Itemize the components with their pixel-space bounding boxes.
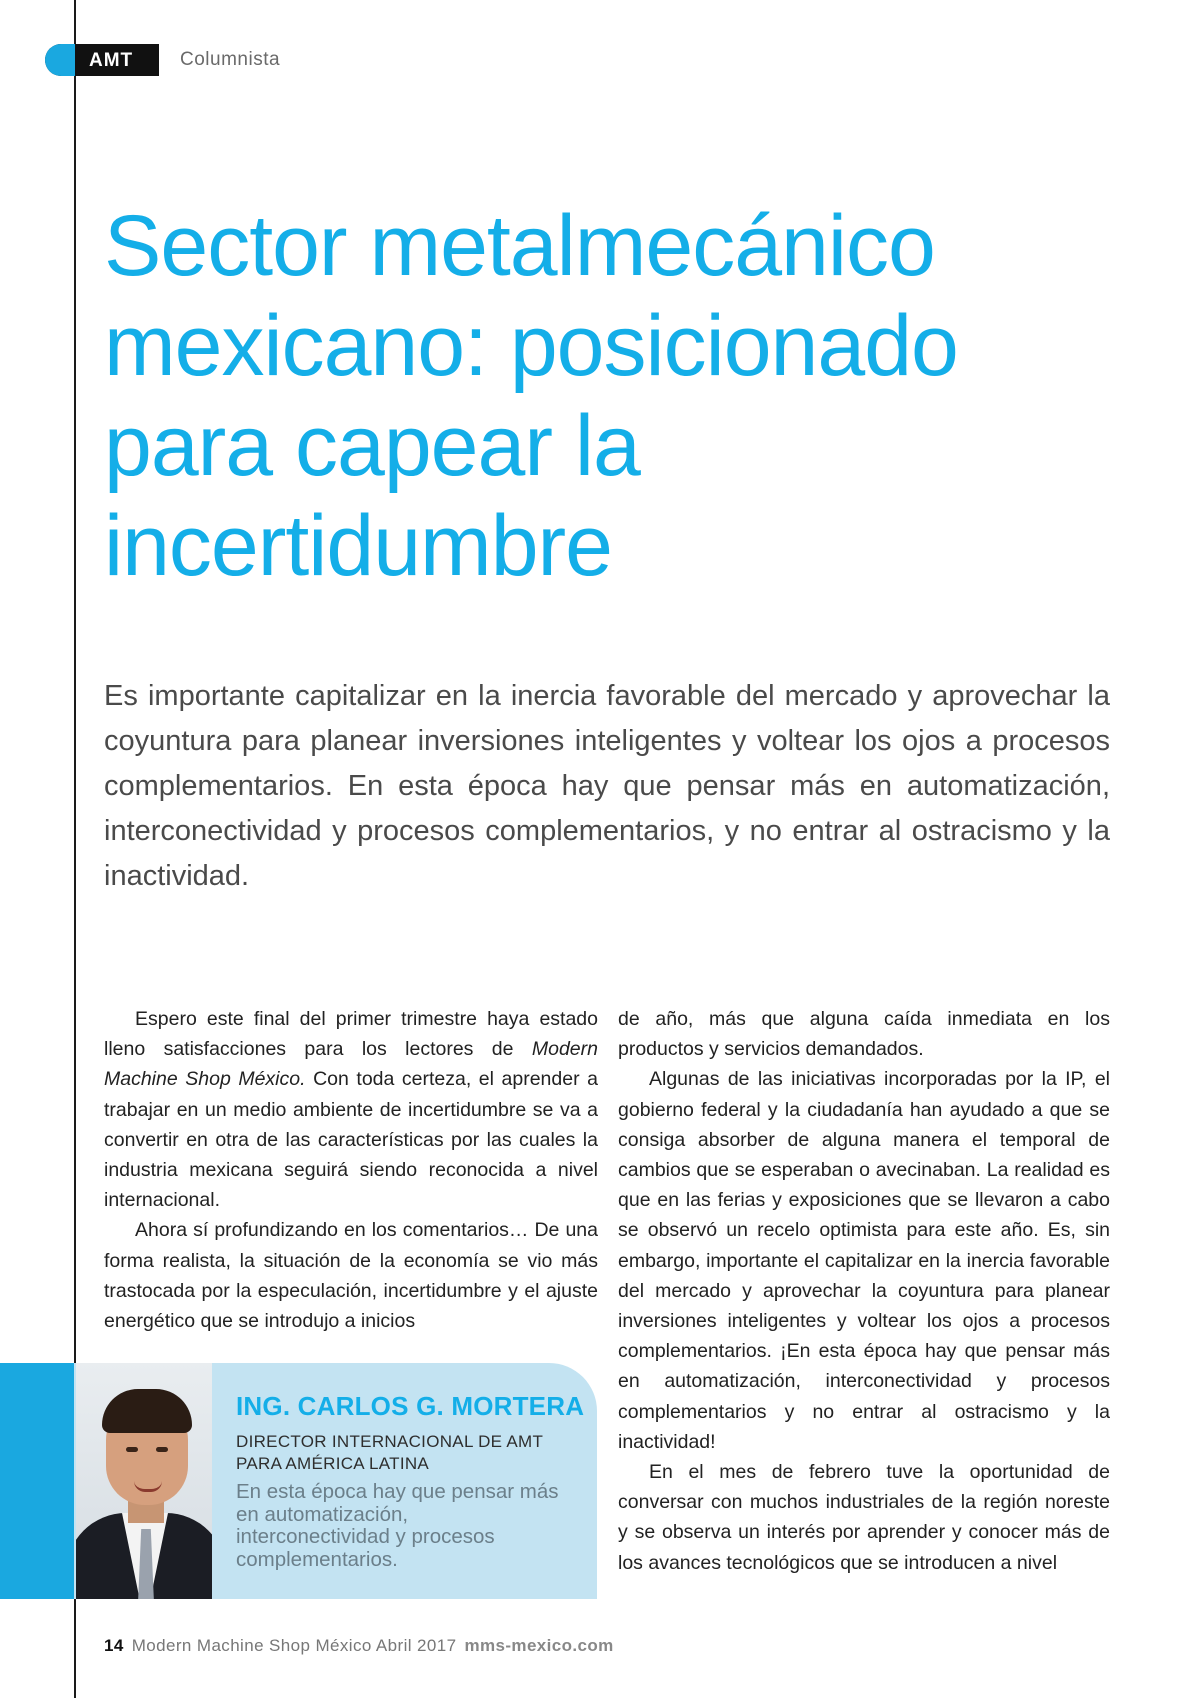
page-number: 14 [104,1636,124,1655]
author-box-strip [0,1363,74,1599]
author-name: ING. CARLOS G. MORTERA [236,1391,585,1421]
body-column-right [618,1004,1110,1578]
section-tag: AMT [89,50,134,71]
author-role: DIRECTOR INTERNACIONAL DE AMT PARA AMÉRICA LATINA [236,1432,543,1473]
body-paragraph: Algunas de las iniciativas incorporadas por la IP, el gobierno federal y la ciudadanía han ayudado a que se consiga absorber de alguna manera el temporal de cambios que se esperaban o avecinaban. La realidad es que en las ferias y exposiciones que se llevaron a cabo se observó un recelo optimista para este año. Es, sin embargo, importante el capitalizar en la inercia favorable del mercado y aprovechar la coyuntura para planear inversiones inteligentes y voltear los ojos a procesos complementarios. ¡En esta época hay que pensar más en automatización, interconectividad y procesos complementarios y no entrar al ostracismo y la inactividad! [618,1068,1110,1453]
author-photo [76,1363,212,1599]
body-paragraph: En el mes de febrero tuve la oportunidad de conversar con muchos industriales de la región noreste y se observa un interés por aprender y conocer más de los avances tecnológicos que se introducen a nivel [618,1461,1110,1574]
body-paragraph [104,1004,598,1215]
author-quote: En esta época hay que pensar más en automatización, interconectividad y procesos complementarios. [236,1480,559,1571]
author-box [0,1363,597,1599]
section-name: Columnista [180,49,281,70]
page-footer [104,1636,614,1656]
section-tab [45,44,159,76]
body-paragraph: de año, más que alguna caída inmediata en los productos y servicios demandados. [618,1008,1110,1061]
body-text: Con toda certeza, el aprender a trabajar en un medio ambiente de incertidumbre se va a convertir en otra de las características por las cuales la industria mexicana seguirá siendo reconocida a nivel internacional. [104,1068,598,1212]
body-text: Espero este final del primer trimestre haya estado lleno satisfacciones para los lectores de [104,1008,598,1061]
publication-name: Modern Machine Shop México. [104,1038,598,1091]
article-headline: Sector metalmecánico mexicano: posicionado para capear la incertidumbre [104,198,958,594]
website-url: mms-mexico.com [464,1636,614,1655]
body-paragraph: Ahora sí profundizando en los comentarios… De una forma realista, la situación de la economía se vio más trastocada por la especulación, incertidumbre y el ajuste energético que se introdujo a inicios [104,1219,598,1333]
article-lede: Es importante capitalizar en la inercia favorable del mercado y aprovechar la coyuntura para planear inversiones inteligentes y voltear los ojos a procesos complementarios. En esta época hay que pensar más en automatización, interconectividad y procesos complementarios, y no entrar al ostracismo y la inactividad. [104,680,1110,892]
body-column-left [104,1004,598,1336]
publication-issue: Modern Machine Shop México Abril 2017 [131,1636,457,1655]
section-tab-accent [45,44,75,76]
